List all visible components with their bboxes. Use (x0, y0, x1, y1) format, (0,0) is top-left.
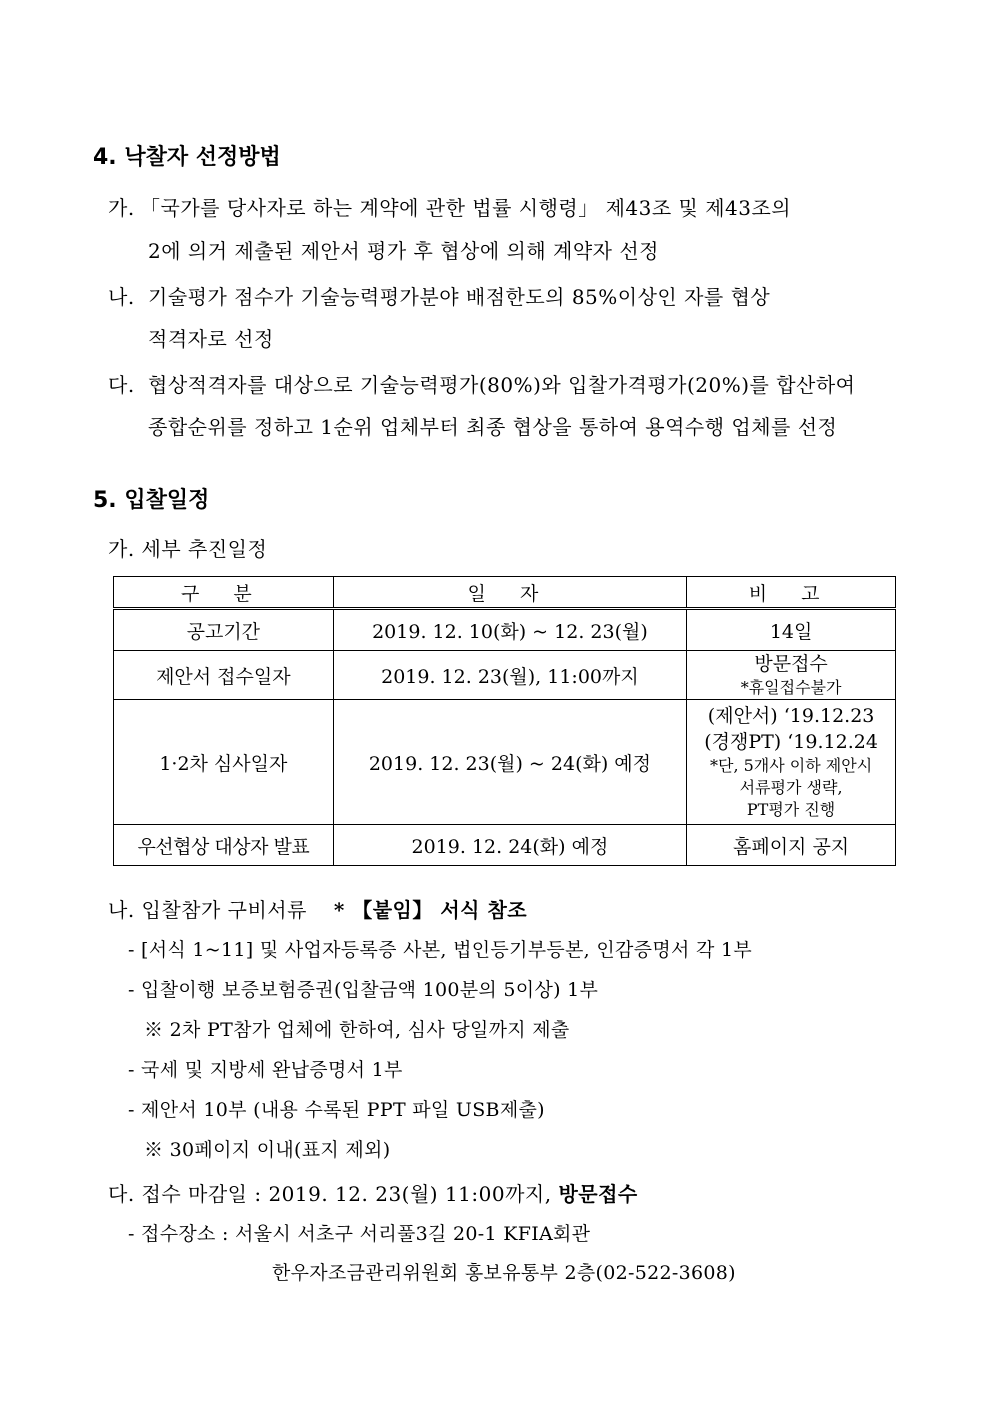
section-5-heading: 5. 입찰일정 (93, 488, 210, 513)
note-line: 방문접수 (754, 653, 828, 675)
header-category: 구 분 (114, 577, 334, 609)
s4-item-na-marker: 나. (108, 285, 135, 309)
schedule-header-row (114, 577, 896, 609)
s4-item-da-line1: 협상적격자를 대상으로 기술능력평가(80%)와 입찰가격평가(20%)를 합산하여 (148, 373, 856, 397)
table-row (114, 700, 896, 825)
doc-list-item: - [서식 1~11] 및 사업자등록증 사본, 법인등기부등본, 인감증명서 각 1부 (128, 939, 753, 961)
cell-date: 2019. 12. 23(월), 11:00까지 (333, 651, 687, 700)
s5-subheading-ga: 가. 세부 추진일정 (108, 537, 268, 561)
cell-date: 2019. 12. 24(화) 예정 (333, 825, 687, 866)
cell-date: 2019. 12. 10(화) ~ 12. 23(월) (333, 609, 687, 651)
cell-note: 14일 (687, 609, 896, 651)
note-subline: *휴일접수불가 (740, 678, 842, 697)
note-line: (제안서) ‘19.12.23 (707, 705, 875, 727)
s5-subheading-na (108, 894, 527, 923)
s4-item-da-line2: 종합순위를 정하고 1순위 업체부터 최종 협상을 통하여 용역수행 업체를 선정 (148, 415, 838, 439)
doc-list-note: ※ 30페이지 이내(표지 제외) (144, 1139, 391, 1161)
s5-deadline-line (108, 1178, 638, 1207)
cell-note (687, 651, 896, 700)
header-note: 비 고 (687, 577, 896, 609)
s4-item-da-marker: 다. (108, 373, 135, 397)
table-row (114, 825, 896, 866)
section-4-heading: 4. 낙찰자 선정방법 (93, 145, 281, 170)
deadline-method: 방문접수 (558, 1182, 638, 1206)
cell-category: 우선협상 대상자 발표 (114, 825, 334, 866)
s4-item-ga-line2: 2에 의거 제출된 제안서 평가 후 협상에 의해 계약자 선정 (148, 239, 659, 263)
note-subline: PT평가 진행 (746, 800, 836, 819)
s5-na-reference: * 【붙임】 서식 참조 (333, 898, 528, 922)
deadline-text: 다. 접수 마감일 : 2019. 12. 23(월) 11:00까지, (108, 1182, 559, 1206)
note-subline: *단, 5개사 이하 제안시 (710, 756, 873, 775)
s4-item-ga-line1 (140, 192, 896, 221)
s4-item-ga-marker: 가. (108, 196, 135, 220)
s4-item-na-line2: 적격자로 선정 (148, 327, 274, 351)
doc-list-note: ※ 2차 PT참가 업체에 한하여, 심사 당일까지 제출 (144, 1019, 570, 1041)
reception-place: - 접수장소 : 서울시 서초구 서리풀3길 20-1 KFIA회관 (128, 1223, 591, 1245)
doc-list-item: - 제안서 10부 (내용 수록된 PPT 파일 USB제출) (128, 1099, 545, 1121)
cell-note: 홈페이지 공지 (687, 825, 896, 866)
header-date: 일 자 (333, 577, 687, 609)
note-line: (경쟁PT) ‘19.12.24 (704, 731, 878, 753)
s5-na-title: 나. 입찰참가 구비서류 (108, 898, 307, 922)
reception-place-detail: 한우자조금관리위원회 홍보유통부 2층(02-522-3608) (272, 1262, 736, 1284)
cell-note (687, 700, 896, 825)
cell-date: 2019. 12. 23(월) ~ 24(화) 예정 (333, 700, 687, 825)
schedule-table (113, 576, 896, 866)
note-subline: 서류평가 생략, (739, 778, 843, 797)
table-row (114, 609, 896, 651)
s4-ga-line1-text: 「국가를 당사자로 하는 계약에 관한 법률 시행령」 제43조 및 제43조의 (140, 196, 792, 220)
cell-category: 제안서 접수일자 (114, 651, 334, 700)
cell-category: 공고기간 (114, 609, 334, 651)
doc-list-item: - 국세 및 지방세 완납증명서 1부 (128, 1059, 403, 1081)
table-row (114, 651, 896, 700)
cell-category: 1·2차 심사일자 (114, 700, 334, 825)
s4-item-na-line1: 기술평가 점수가 기술능력평가분야 배점한도의 85%이상인 자를 협상 (148, 285, 771, 309)
doc-list-item: - 입찰이행 보증보험증권(입찰금액 100분의 5이상) 1부 (128, 979, 599, 1001)
